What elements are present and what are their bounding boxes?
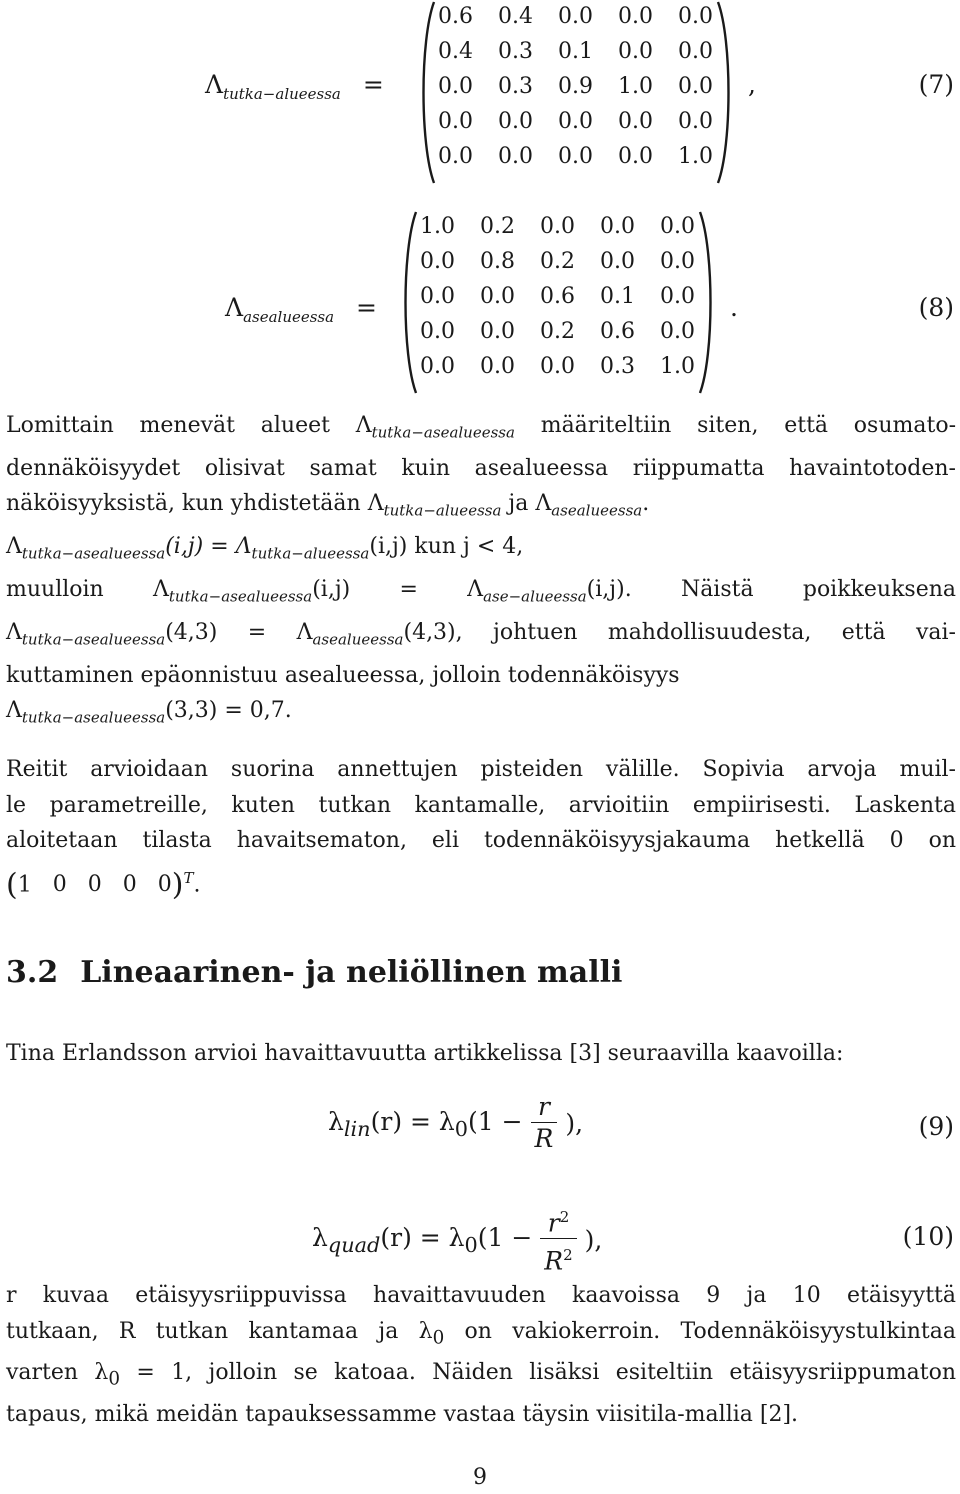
text-line: le parametreille, kuten tutkan kantamalle, arvioitiin empiirisesti. Laskenta [6,792,956,818]
text-line: dennäköisyydet olisivat samat kuin asealueessa riippumatta havaintotoden- [6,455,956,481]
matrix-cell: 1.0 [660,354,695,379]
matrix-cell: 0.0 [498,109,533,134]
equation-9: $\lambda_{lin}(r) = \lambda_0(1$ − $\frac{r}{R}$ ), [328,1092,584,1153]
matrix-cell: 0.0 [618,39,653,64]
text-line: Reitit arvioidaan suorina annettujen pisteiden välille. Sopivia arvoja muil- [6,757,956,782]
matrix-cell: 0.0 [540,214,575,239]
text-line: $\Lambda_{tutka-asealueessa}(i,j) = \Lambda_{tutka-alueessa}(i,j)$ kun j < 4, [6,534,524,563]
equation-7 [0,0,960,190]
matrix-cell: 0.0 [678,4,713,29]
matrix-cell: 0.4 [438,39,473,64]
text-line: Tina Erlandsson arvioi havaittavuutta artikkelissa [3] seuraavilla kaavoilla: [6,1041,844,1066]
matrix-cell: 0.2 [540,249,575,274]
matrix-row [438,4,738,29]
matrix-row [438,74,738,99]
fraction-r-over-R: $\frac{r}{R}$ [531,1092,558,1155]
matrix-cell: 0.0 [438,74,473,99]
text-line: kuttaminen epäonnistuu asealueessa, jolloin todennäköisyys [6,662,680,688]
text-line: $\Lambda_{tutka-asealueessa}(4,3) = \Lambda_{asealueessa}(4,3)$, johtuen mahdollisuudesta, että vai- [6,620,956,649]
matrix-cell: 0.6 [600,319,635,344]
matrix-cell: 0.0 [660,214,695,239]
matrix-cell: 0.0 [618,4,653,29]
matrix-cell: 1.0 [618,74,653,99]
text-line: r kuvaa etäisyysriippuvissa havaittavuuden kaavoissa 9 ja 10 etäisyyttä [6,1283,956,1308]
matrix-cell: 0.0 [678,39,713,64]
matrix-cell: 0.0 [618,144,653,169]
text-line: tapaus, mikä meidän tapauksessamme vastaa täysin viisitila-mallia [2]. [6,1402,799,1428]
matrix-row [420,284,720,309]
matrix-row [420,214,720,239]
matrix-row [438,109,738,134]
eq8-lhs: $\Lambda_{asealueessa}$ = [225,293,377,326]
matrix-cell: 0.0 [660,319,695,344]
eq7-number: (7) [918,70,954,99]
matrix-cell: 0.0 [678,74,713,99]
matrix-cell: 0.4 [498,4,533,29]
matrix-cell: 0.0 [558,4,593,29]
matrix-cell: 0.0 [480,354,515,379]
eq10-number: (10) [902,1222,954,1251]
matrix-cell: 0.6 [540,284,575,309]
matrix-cell: 0.1 [558,39,593,64]
eq7-lhs: $\Lambda_{tutka-alueessa}$ = [205,70,384,103]
matrix-row [420,319,720,344]
paragraph-route-estimation [6,752,956,902]
matrix-cell: 0.6 [438,4,473,29]
matrix-row [438,39,738,64]
matrix-cell: 0.0 [558,144,593,169]
page-number: 9 [473,1465,487,1490]
matrix-cell: 0.8 [480,249,515,274]
matrix-cell: 0.0 [438,109,473,134]
matrix-cell: 1.0 [678,144,713,169]
paragraph-overlap-definition [6,408,956,736]
matrix-row [438,144,738,169]
matrix-cell: 0.0 [660,284,695,309]
matrix-cell: 0.2 [540,319,575,344]
matrix-cell: 0.3 [498,39,533,64]
matrix-cell: 0.0 [420,354,455,379]
eq8-number: (8) [918,293,954,322]
matrix-cell: 0.0 [420,319,455,344]
matrix-cell: 0.0 [600,214,635,239]
text-line: muulloin $\Lambda_{tutka-asealueessa}(i,j) = \Lambda_{ase-alueessa}(i,j)$. Näistä poikkeuksena [6,577,956,606]
eq7-comma: , [748,70,756,99]
paragraph-erlandsson [6,1036,956,1072]
eq8-period: . [730,293,738,322]
matrix-cell: 0.3 [600,354,635,379]
text-line: aloitetaan tilasta havaitsematon, eli todennäköisyysjakauma hetkellä 0 on [6,828,956,853]
text-line: varten $\lambda_0 = 1$, jolloin se katoaa. Näiden lisäksi esiteltiin etäisyysriippumaton [6,1360,957,1390]
fraction-r2-over-R2: $\frac{r^2}{R^2}$ [540,1202,576,1278]
matrix-cell: 0.0 [660,249,695,274]
matrix-row [420,354,720,379]
text-line: tutkaan, R tutkan kantamaa ja $\lambda_0$ on vakiokerroin. Todennäköisyystulkintaa [6,1318,956,1348]
equation-8 [0,205,960,395]
text-line: näköisyyksistä, kun yhdistetään $\Lambda_{tutka-alueessa}$ ja $\Lambda_{asealueessa}$. [6,491,650,520]
matrix-cell: 0.0 [600,249,635,274]
matrix-cell: 0.0 [480,319,515,344]
matrix-cell: 0.0 [498,144,533,169]
matrix-cell: 1.0 [420,214,455,239]
paragraph-distance-dependence [6,1278,956,1433]
eq8-matrix [398,210,718,395]
matrix-cell: 0.0 [438,144,473,169]
matrix-cell: 0.0 [420,284,455,309]
matrix-cell: 0.2 [480,214,515,239]
matrix-cell: 0.0 [558,109,593,134]
equation-10: $\lambda_{quad}(r) = \lambda_0(1$ − $\frac{r^2}{R^2}$ ), [312,1202,602,1278]
matrix-cell: 0.1 [600,284,635,309]
matrix-cell: 0.0 [480,284,515,309]
matrix-cell: 0.0 [678,109,713,134]
matrix-cell: 0.0 [618,109,653,134]
section-heading: 3.2 Lineaarinen- ja neliöllinen malli [6,955,623,990]
matrix-cell: 0.9 [558,74,593,99]
matrix-cell: 0.0 [540,354,575,379]
matrix-cell: 0.3 [498,74,533,99]
matrix-cell: 0.0 [420,249,455,274]
eq7-matrix [416,0,736,185]
text-line: $\Lambda_{tutka-asealueessa}(3,3) = 0,7$. [6,698,292,727]
eq9-number: (9) [918,1112,954,1141]
initial-vector: (1 0 0 0 0)$^T$. [6,866,201,902]
text-line: Lomittain menevät alueet $\Lambda_{tutka-asealueessa}$ määriteltiin siten, että osumato- [6,413,957,442]
matrix-row [420,249,720,274]
